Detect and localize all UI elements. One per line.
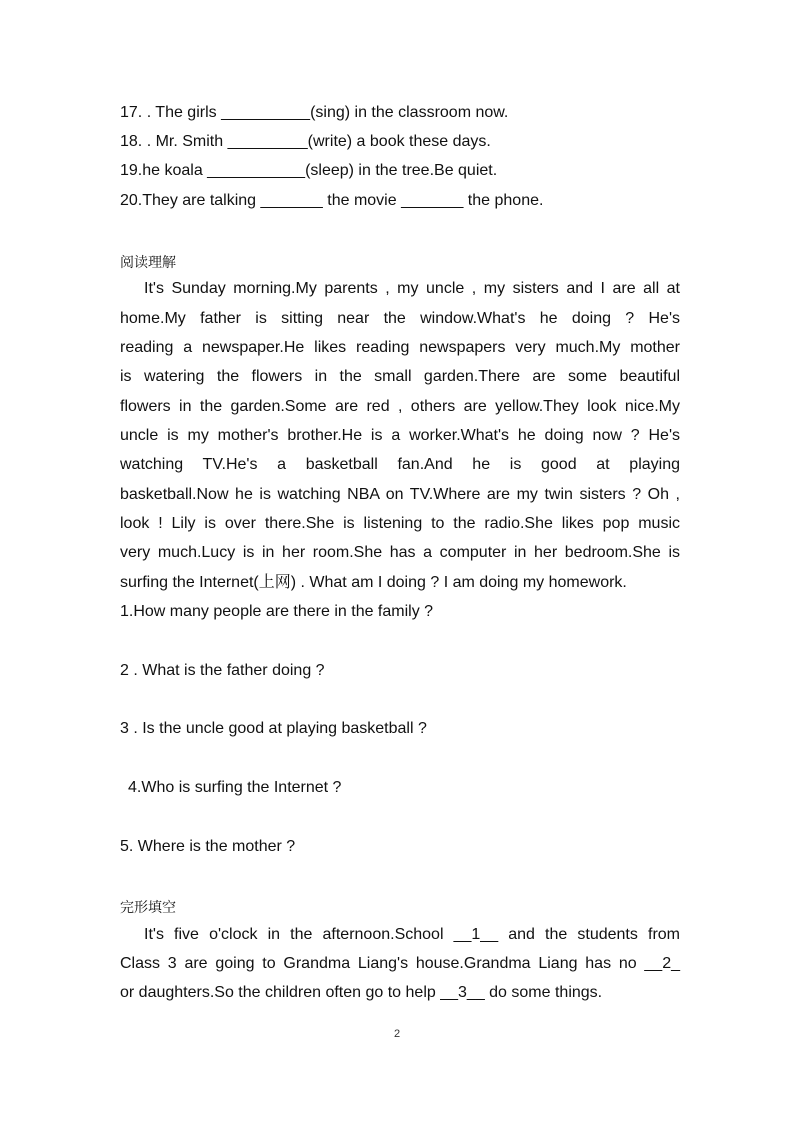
reading-line-3: reading a newspaper.He likes reading newspapers very much.My mother [120, 339, 680, 356]
question-1: 1.How many people are there in the family ? [120, 603, 434, 620]
reading-heading: 阅读理解 [120, 254, 176, 270]
exercise-17: 17. . The girls __________(sing) in the classroom now. [120, 104, 509, 121]
exercise-19: 19.he koala ___________(sleep) in the tree.Be quiet. [120, 162, 498, 179]
question-3: 3 . Is the uncle good at playing basketball ? [120, 720, 427, 737]
reading-line-4: is watering the flowers in the small garden.There are some beautiful [120, 368, 680, 385]
reading-line-11: surfing the Internet(上网) . What am I doing ? I am doing my homework. [120, 574, 627, 591]
reading-line-9: look ! Lily is over there.She is listening to the radio.She likes pop music [120, 515, 680, 532]
reading-line-5: flowers in the garden.Some are red , others are yellow.They look nice.My [120, 398, 680, 415]
reading-line-6: uncle is my mother's brother.He is a worker.What's he doing now ? He's [120, 427, 680, 444]
question-5: 5. Where is the mother ? [120, 838, 296, 855]
page-number: 2 [393, 1028, 401, 1040]
reading-line-7: watching TV.He's a basketball fan.And he is good at playing [120, 456, 680, 473]
question-4: 4.Who is surfing the Internet ? [128, 779, 342, 796]
cloze-heading: 完形填空 [120, 899, 176, 915]
reading-line-8: basketball.Now he is watching NBA on TV.Where are my twin sisters ? Oh , [120, 486, 680, 503]
question-2: 2 . What is the father doing ? [120, 662, 325, 679]
cloze-line-1: It's five o'clock in the afternoon.School __1__ and the students from [144, 926, 680, 943]
cloze-line-2: Class 3 are going to Grandma Liang's house.Grandma Liang has no __2_ [120, 955, 680, 972]
cloze-line-3: or daughters.So the children often go to help __3__ do some things. [120, 984, 603, 1001]
exercise-20: 20.They are talking _______ the movie _______ the phone. [120, 192, 544, 209]
reading-line-10: very much.Lucy is in her room.She has a computer in her bedroom.She is [120, 544, 680, 561]
reading-line-1: It's Sunday morning.My parents , my uncle , my sisters and I are all at [144, 280, 680, 297]
exercise-18: 18. . Mr. Smith _________(write) a book these days. [120, 133, 491, 150]
reading-line-2: home.My father is sitting near the window.What's he doing ? He's [120, 310, 680, 327]
